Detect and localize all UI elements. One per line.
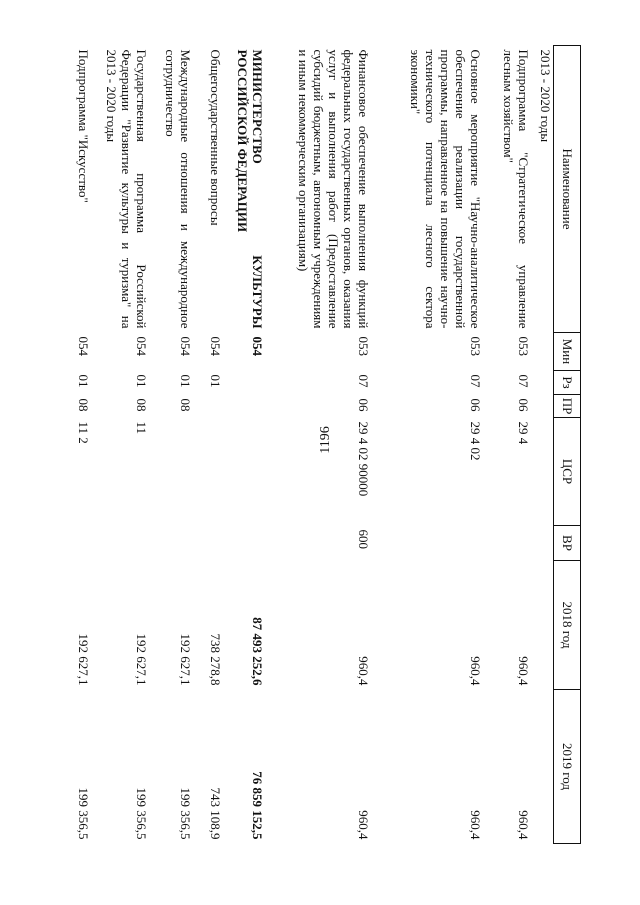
header-name: Наименование (554, 46, 581, 333)
row-csr (534, 418, 554, 526)
row-2019: 199 356,5 (76, 787, 92, 840)
row-vr (226, 526, 268, 561)
row-2018: 960,4 (516, 656, 532, 686)
row-rz: 01 (76, 374, 92, 388)
row-csr (226, 418, 268, 526)
row-name: Основное мероприятие "Научно-аналитическое обеспечение реализации государственной программы, направленное на повышение научно-технического потенциала лесного сектора экономики" (408, 49, 484, 329)
row-2018: 738 278,8 (208, 633, 224, 686)
row-name: Международные отношения и международное сотрудничество (163, 49, 194, 329)
row-2019: 960,4 (468, 810, 484, 840)
table-row (268, 46, 374, 844)
row-vr (486, 526, 534, 561)
row-min: 054 (250, 336, 266, 356)
table-row (152, 46, 196, 844)
header-min: Мин (554, 333, 581, 371)
table-row (226, 46, 268, 844)
table-row (196, 46, 226, 844)
row-min: 054 (134, 336, 150, 356)
row-min: 053 (468, 336, 484, 356)
row-rz (534, 371, 554, 395)
row-min: 053 (356, 336, 372, 356)
row-min (534, 333, 554, 371)
row-csr: 11 2 (76, 421, 92, 444)
row-2019: 960,4 (356, 810, 372, 840)
row-2018: 960,4 (468, 656, 484, 686)
row-vr (94, 526, 152, 561)
row-csr: 11 (134, 421, 150, 435)
row-2019: 743 108,9 (208, 787, 224, 840)
table-row (534, 46, 554, 844)
row-2019 (534, 690, 554, 844)
row-csr: 29 4 (516, 421, 532, 445)
row-rz: 01 (134, 374, 150, 388)
row-pr: 08 (178, 398, 194, 412)
row-pr (226, 395, 268, 418)
row-pr (534, 395, 554, 418)
row-min: 054 (208, 336, 224, 356)
row-pr: 06 (468, 398, 484, 412)
row-2019: 960,4 (516, 810, 532, 840)
row-min: 053 (516, 336, 532, 356)
row-name: Финансовое обеспечение выполнения функций федеральных государственных органов, оказания услуг и выполнения работ (Предоставление субсидий бюджетным, автономным учреждениям и иным некоммерческим организациям) (296, 49, 372, 329)
row-csr (152, 418, 196, 526)
row-rz: 07 (356, 374, 372, 388)
table-row (486, 46, 534, 844)
row-vr (374, 526, 486, 561)
row-csr: 29 4 02 90000 (356, 421, 372, 497)
page-number: 1196 (318, 426, 333, 454)
row-pr: 08 (134, 398, 150, 412)
row-name: Подпрограмма "Искусство" (76, 49, 92, 203)
row-name: МИНИСТЕРСТВО КУЛЬТУРЫ РОССИЙСКОЙ ФЕДЕРАЦИИ (235, 49, 266, 329)
row-pr: 08 (76, 398, 92, 412)
row-pr: 06 (356, 398, 372, 412)
row-vr (534, 526, 554, 561)
row-2018: 192 627,1 (134, 633, 150, 686)
row-min: 054 (76, 336, 92, 356)
row-csr (196, 418, 226, 526)
table-row (374, 46, 486, 844)
row-name: Государственная программа Российской Федерации "Развитие культуры и туризма" на 2013 - 2020 годы (104, 49, 150, 329)
row-2019: 199 356,5 (178, 787, 194, 840)
header-rz: Рз (554, 371, 581, 395)
budget-table (67, 45, 581, 844)
row-name: Общегосударственные вопросы (208, 49, 224, 226)
row-vr (67, 526, 94, 561)
row-rz: 07 (516, 374, 532, 388)
row-name: Подпрограмма "Стратегическое управление лесным хозяйством" (501, 49, 532, 329)
row-vr (196, 526, 226, 561)
row-rz: 01 (208, 374, 224, 388)
row-pr (196, 395, 226, 418)
row-2019: 76 859 152,5 (250, 771, 266, 840)
row-2018: 87 493 252,6 (250, 617, 266, 686)
row-2019: 199 356,5 (134, 787, 150, 840)
table-row (94, 46, 152, 844)
header-pr: ПР (554, 395, 581, 418)
row-2018 (534, 561, 554, 690)
row-vr: 600 (356, 529, 372, 549)
row-rz: 07 (468, 374, 484, 388)
row-vr (152, 526, 196, 561)
row-csr: 29 4 02 (468, 421, 484, 461)
header-2018: 2018 год (554, 561, 581, 690)
row-name: 2013 - 2020 годы (538, 49, 553, 143)
header-vr: ВР (554, 526, 581, 561)
row-min: 054 (178, 336, 194, 356)
row-rz (226, 371, 268, 395)
table-row (67, 46, 94, 844)
row-pr: 06 (516, 398, 532, 412)
row-rz: 01 (178, 374, 194, 388)
header-2019: 2019 год (554, 690, 581, 844)
row-2018: 192 627,1 (76, 633, 92, 686)
row-2018: 960,4 (356, 656, 372, 686)
header-csr: ЦСР (554, 418, 581, 526)
header-row (554, 46, 581, 844)
row-2018: 192 627,1 (178, 633, 194, 686)
